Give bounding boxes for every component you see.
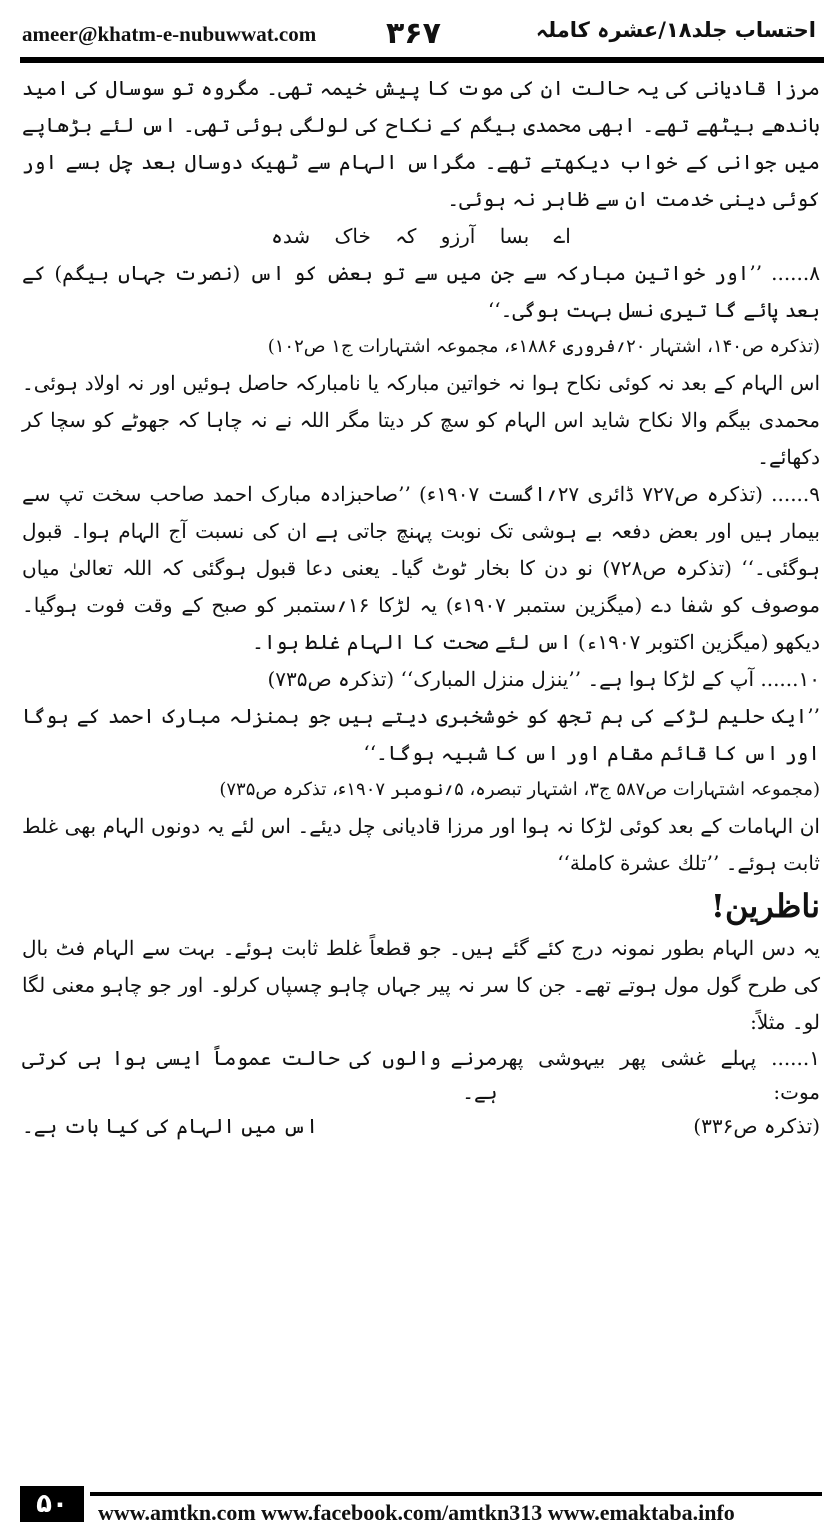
paragraph-5: ۱۰...... آپ کے لڑکا ہوا ہے۔ ’’ینزل منزل المبارک‘‘ (تذکرہ ص۷۳۵)	[267, 667, 820, 691]
page-header	[0, 0, 840, 58]
paragraph-1: مرزا قادیانی کی یہ حالت ان کی موت کا پیش خیمہ تھی۔ مگروہ تو سوسال کی امید باندھے بیٹھے تھے۔ ابھی محمدی بیگم کے نکاح کی لولگی ہوئی تھی۔ اس لئے بڑھاپے میں جوانی کے خواب دیکھتے تھے۔ مگراس الہام سے ٹھیک دوسال بعد چل بسے اور کوئی دینی خدمت ان سے ظاہر نہ ہوئی۔	[22, 76, 820, 211]
paragraph-6: ’’ایک حلیم لڑکے کی ہم تجھ کو خوشخبری دیتے ہیں جو بمنزلہ مبارک احمد کے ہوگا اور اس کا قائم مقام اور اس کا شبیہ ہوگا۔‘‘	[22, 704, 820, 765]
list-item-1	[22, 1041, 820, 1109]
footer-rule	[90, 1492, 822, 1496]
header-title: احتساب جلد۱۸/عشرہ کاملہ	[535, 18, 816, 42]
paragraph-4: ۹...... (تذکرہ ص۷۲۷ ڈائری ۲۷؍اگست ۱۹۰۷ء) ’’صاحبزادہ مبارک احمد صاحب سخت تپ سے بیمار ہیں اور بعض دفعہ بے ہوشی تک نوبت پہنچ جاتی ہے ان کی نسبت آج الہام ہوا۔ قبول ہوگئی۔‘‘ (تذکرہ ص۷۲۸) نو دن کا بخار ٹوٹ گیا۔ یعنی دعا قبول ہوگئی کہ اللہ تعالیٰ میاں موصوف کو شفا دے (میگزین ستمبر ۱۹۰۷ء) یہ لڑکا ۱۶؍ستمبر کو صبح کے وقت فوت ہوگیا۔ دیکھو (میگزین اکتوبر ۱۹۰۷ء) اس لئے صحت کا الہام غلط ہوا۔	[22, 482, 821, 654]
header-email: ameer@khatm-e-nubuwwat.com	[22, 22, 317, 46]
page-body	[22, 70, 820, 1460]
header-rule	[20, 57, 824, 63]
list-item-2-note: اس میں الہام کی کیا بات ہے۔	[22, 1114, 318, 1138]
header-page-number: ۳۶۷	[386, 16, 441, 51]
paragraph-2: ۸...... ’’اور خواتین مبارکہ سے جن میں سے تو بعض کو اس (نصرت جہاں بیگم) کے بعد پائے گا تیری نسل بہت ہوگی۔‘‘	[22, 261, 820, 322]
footer-page-number: ۵۰	[20, 1486, 84, 1522]
list-item-2-ref: (تذکرہ ص۳۳۶)	[693, 1114, 820, 1138]
verse: اے بسا آرزو کہ خاک شدہ	[271, 224, 571, 248]
list-item-1-note: مرنے والوں کی حالت عموماً ایسی ہوا ہی کرتی ہے۔	[22, 1046, 498, 1104]
citation-2: (مجموعہ اشتہارات ص۵۸۷ ج۳، اشتہار تبصرہ، ۵؍نومبر ۱۹۰۷ء، تذکرہ ص۷۳۵)	[219, 779, 820, 800]
list-item-2	[22, 1109, 820, 1143]
list-item-1-label: ۱...... پہلے غشی پھر بیہوشی پھر موت:	[497, 1046, 820, 1104]
paragraph-7: ان الہامات کے بعد کوئی لڑکا نہ ہوا اور مرزا قادیانی چل دیئے۔ اس لئے یہ دونوں الہام بھی غلط ثابت ہوئے۔ ’’تلك عشرة كاملة‘‘	[22, 814, 820, 875]
citation-1: (تذکرہ ص۱۴۰، اشتہار ۲۰؍فروری ۱۸۸۶ء، مجموعہ اشتہارات ج۱ ص۱۰۲)	[267, 336, 820, 357]
paragraph-8: یہ دس الہام بطور نمونہ درج کئے گئے ہیں۔ جو قطعاً غلط ثابت ہوئے۔ بہت سے الہام فٹ بال کی طرح گول مول ہوتے تھے۔ جن کا سر نہ پیر جہاں چاہو چسپاں کرلو۔ اور جو چاہو معنی لگا لو۔ مثلاً:	[22, 936, 820, 1034]
section-heading: ناظرین!	[710, 887, 820, 925]
page-footer	[0, 1486, 840, 1540]
paragraph-3: اس الہام کے بعد نہ کوئی نکاح ہوا نہ خواتین مبارکہ یا نامبارکہ حاصل ہوئیں اور نہ اولاد ہوئی۔ محمدی بیگم والا نکاح شاید اس الہام کو سچ کر دیتا مگر اللہ نے نہ چاہا کہ جھوٹے کو سچا کر دکھائے۔	[22, 371, 820, 469]
footer-links: www.amtkn.com www.facebook.com/amtkn313 www.emaktaba.info	[98, 1500, 735, 1525]
